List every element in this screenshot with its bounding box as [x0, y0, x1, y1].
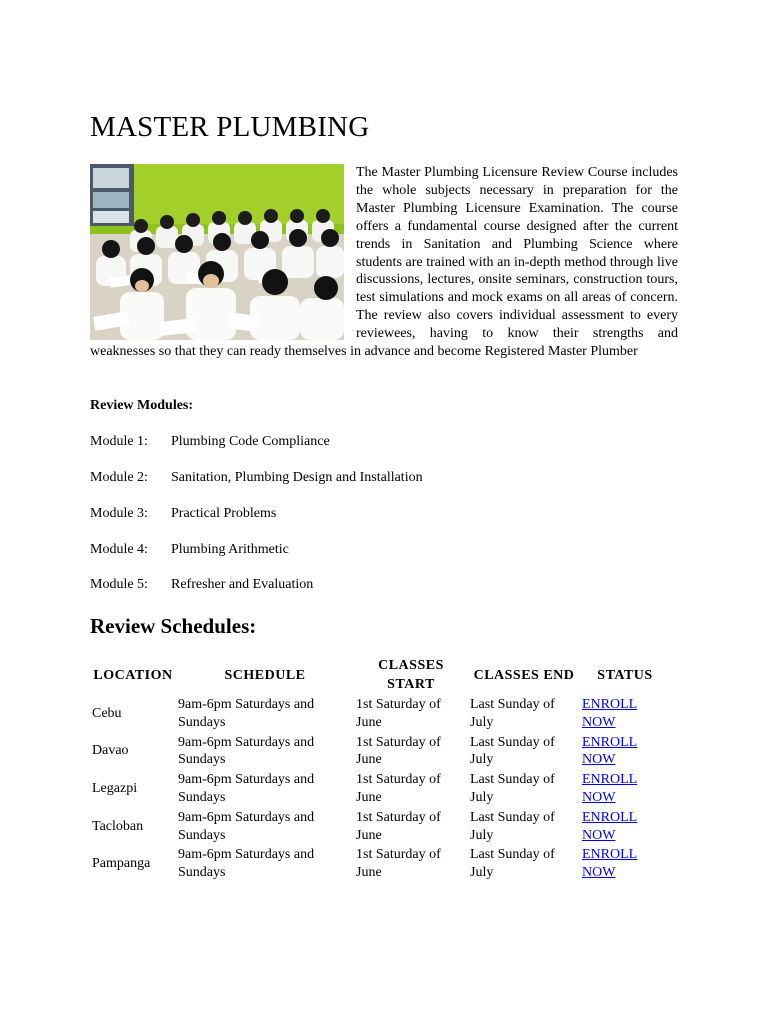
classes-start-cell: 1st Saturday of June [356, 734, 441, 768]
table-row [90, 846, 670, 884]
column-header-classes-end: CLASSES END [473, 667, 575, 683]
schedule-table [90, 656, 670, 884]
enroll-now-link[interactable]: ENROLL NOW [582, 772, 638, 805]
classes-end-cell: Last Sunday of July [470, 772, 555, 805]
column-header-schedule: SCHEDULE [224, 667, 306, 683]
table-row [90, 734, 670, 772]
location-cell: Cebu [92, 705, 122, 721]
classes-start-cell: 1st Saturday of June [356, 697, 441, 730]
module-item [90, 506, 276, 522]
classes-start-cell: 1st Saturday of June [356, 809, 441, 843]
review-schedules-heading: Review Schedules: [90, 614, 257, 638]
module-number: Module 5: [90, 577, 148, 592]
location-cell: Davao [92, 743, 129, 759]
module-name: Plumbing Code Compliance [171, 434, 330, 449]
table-row [90, 771, 670, 809]
module-number: Module 4: [90, 542, 148, 557]
table-header-row [90, 656, 670, 696]
location-cell: Legazpi [92, 781, 138, 797]
enroll-now-link[interactable]: ENROLL NOW [582, 847, 638, 881]
module-number: Module 3: [90, 506, 148, 521]
location-cell: Tacloban [92, 818, 144, 834]
schedule-cell: 9am-6pm Saturdays and Sundays [178, 697, 315, 730]
classes-start-cell: 1st Saturday of June [356, 772, 441, 805]
enroll-now-link[interactable]: ENROLL NOW [582, 697, 638, 730]
review-modules-heading: Review Modules: [90, 398, 194, 413]
location-cell: Pampanga [92, 856, 151, 872]
classes-end-cell: Last Sunday of July [470, 847, 555, 881]
classes-end-cell: Last Sunday of July [470, 697, 555, 730]
module-item [90, 434, 330, 450]
enroll-now-link[interactable]: ENROLL NOW [582, 734, 638, 768]
intro-section [90, 164, 678, 361]
module-name: Refresher and Evaluation [171, 577, 314, 592]
table-row [90, 809, 670, 847]
schedule-cell: 9am-6pm Saturdays and Sundays [178, 809, 315, 843]
status-cell [580, 809, 670, 847]
status-cell [580, 846, 670, 884]
intro-paragraph: The Master Plumbing Licensure Review Course includes the whole subjects necessary in preparation for the Master Plumbing Licensure Examination. The course offers a fundamental course designed after the current trends in Sanitation and Plumbing Science where students are trained with an in-depth method through live discussions, lectures, onsite seminars, construction tours, test simulations and mock exams on all areas of concern. The review also covers individual assessment to every reviewees, having to know their strengths and weaknesses so that they can ready themselves in advance and become Registered Master Plumber [90, 165, 678, 360]
status-cell [580, 696, 670, 734]
column-header-classes-start: CLASSES START [378, 658, 444, 692]
enroll-now-link[interactable]: ENROLL NOW [582, 809, 638, 843]
column-header-status: STATUS [597, 667, 653, 683]
schedule-cell: 9am-6pm Saturdays and Sundays [178, 847, 315, 881]
column-header-location: LOCATION [93, 667, 173, 683]
module-number: Module 2: [90, 470, 148, 485]
module-item [90, 542, 289, 558]
module-name: Sanitation, Plumbing Design and Installation [171, 470, 423, 485]
module-name: Plumbing Arithmetic [171, 542, 289, 557]
table-row [90, 696, 670, 734]
module-item [90, 470, 423, 486]
status-cell [580, 771, 670, 809]
page-title: MASTER PLUMBING [90, 111, 370, 143]
classes-start-cell: 1st Saturday of June [356, 847, 441, 881]
module-name: Practical Problems [171, 506, 277, 521]
module-number: Module 1: [90, 434, 148, 449]
classes-end-cell: Last Sunday of July [470, 809, 555, 843]
schedule-cell: 9am-6pm Saturdays and Sundays [178, 734, 315, 768]
classes-end-cell: Last Sunday of July [470, 734, 555, 768]
classroom-photo [90, 164, 344, 340]
status-cell [580, 734, 670, 772]
module-item [90, 577, 313, 593]
schedule-cell: 9am-6pm Saturdays and Sundays [178, 772, 315, 805]
